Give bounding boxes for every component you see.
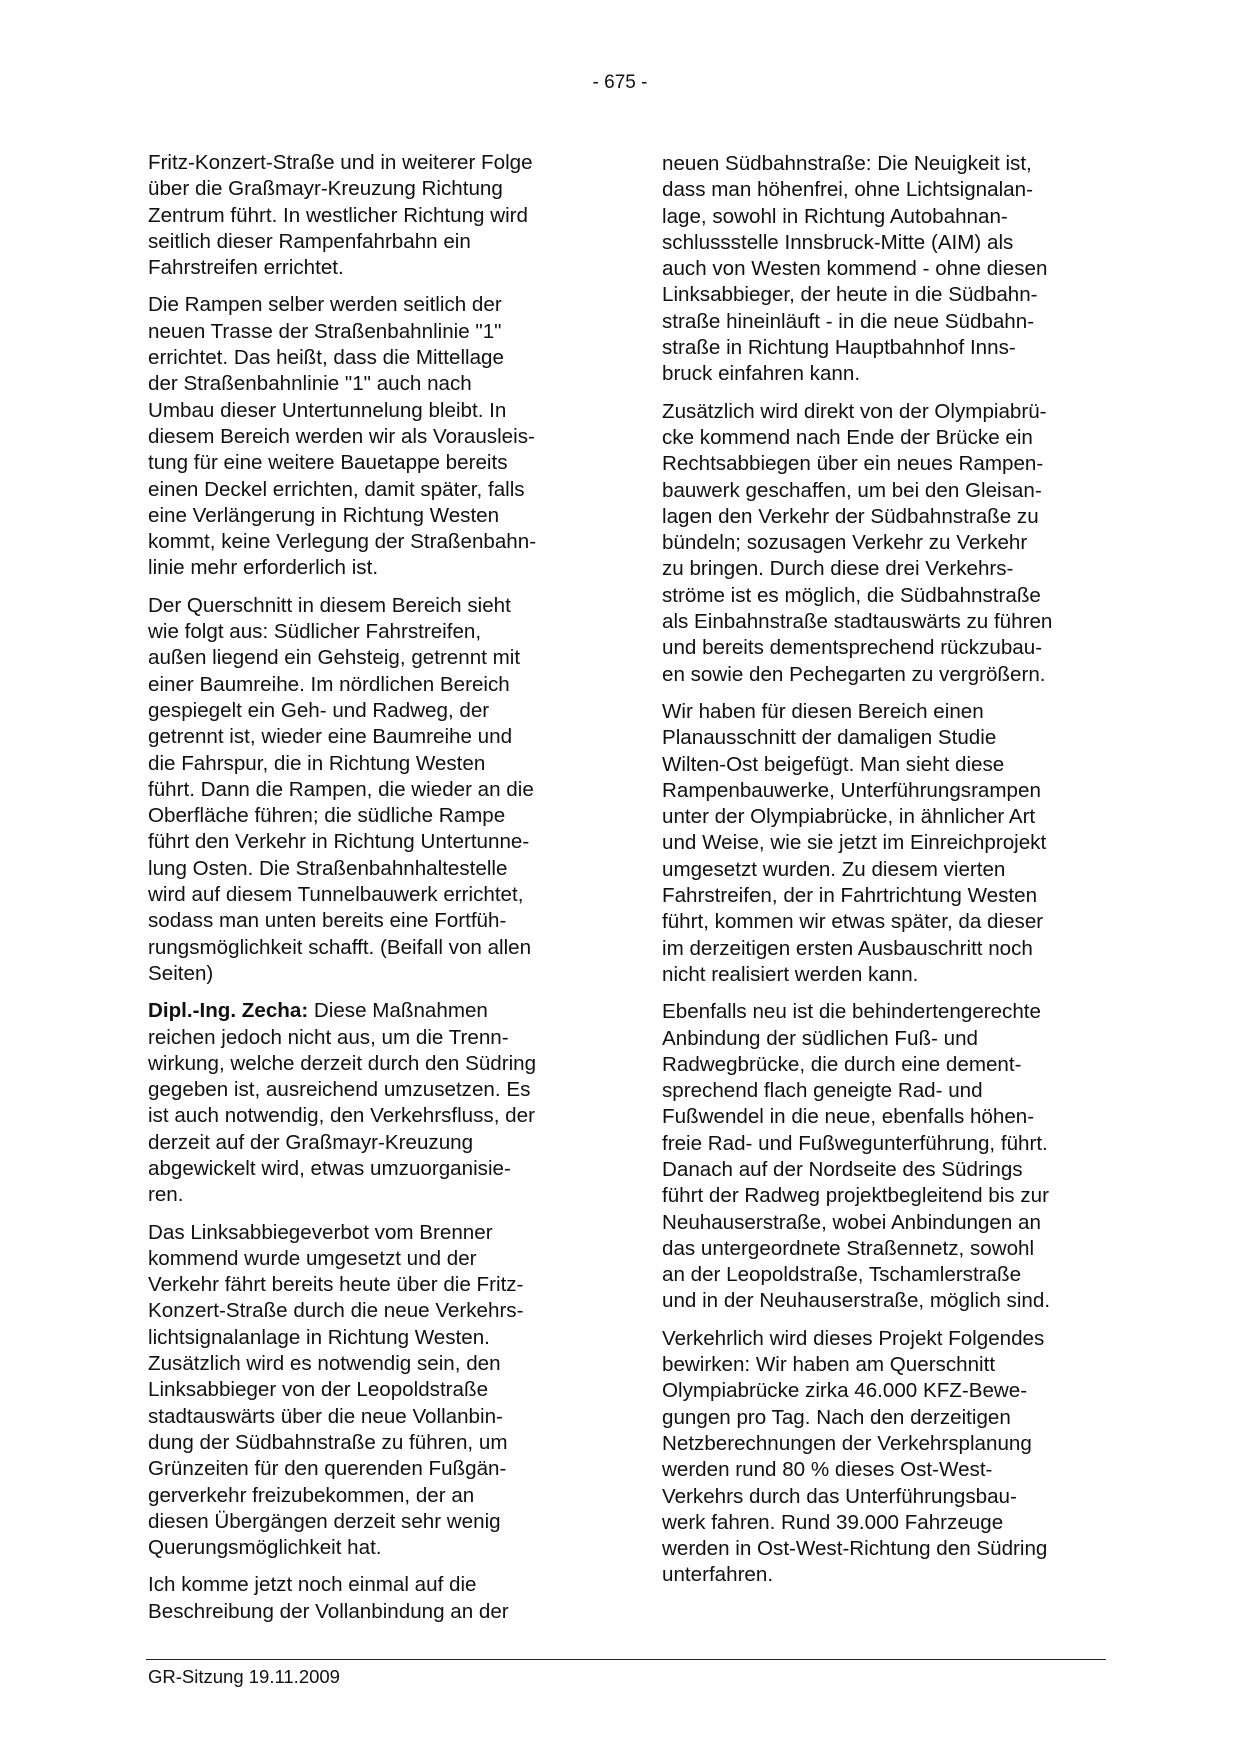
text-line: rungsmöglichkeit schafft. (Beifall von allen bbox=[148, 935, 532, 959]
text-line: Grünzeiten für den querenden Fußgän- bbox=[148, 1457, 507, 1481]
text-line: einer Baumreihe. Im nördlichen Bereich bbox=[148, 672, 510, 696]
text-line: wird auf diesem Tunnelbauwerk errichtet, bbox=[148, 883, 524, 907]
speaker-name: Dipl.-Ing. Zecha: bbox=[148, 999, 309, 1023]
footer-session-date: GR-Sitzung 19.11.2009 bbox=[148, 1666, 340, 1687]
text-line: Rampenbauwerke, Unterführungsrampen bbox=[662, 778, 1041, 802]
page-number: - 675 - bbox=[592, 72, 648, 93]
text-line: wirkung, welche derzeit durch den Südring bbox=[148, 1051, 537, 1075]
paragraph bbox=[148, 1220, 593, 1562]
text-line bbox=[148, 998, 593, 1024]
text-line: Olympiabrücke zirka 46.000 KFZ-Bewe- bbox=[662, 1379, 1028, 1403]
paragraph bbox=[148, 1572, 593, 1625]
text-line: außen liegend ein Gehsteig, getrennt mit bbox=[148, 646, 521, 670]
text-line: seitlich dieser Rampenfahrbahn ein bbox=[148, 229, 471, 253]
text-line: schlussstelle Innsbruck-Mitte (AIM) als bbox=[662, 230, 1014, 254]
text-line: sprechend flach geneigte Rad- und bbox=[662, 1079, 983, 1103]
text-line: Zusätzlich wird es notwendig sein, den bbox=[148, 1352, 501, 1376]
text-line: Seiten) bbox=[148, 961, 214, 985]
text-line: derzeit auf der Graßmayr-Kreuzung bbox=[148, 1130, 474, 1154]
text-line: errichtet. Das heißt, dass die Mittellage bbox=[148, 346, 504, 370]
text-line: Radwegbrücke, die durch eine dement- bbox=[662, 1052, 1022, 1076]
text-line: gegeben ist, ausreichend umzusetzen. Es bbox=[148, 1078, 531, 1102]
text-line: Konzert-Straße durch die neue Verkehrs- bbox=[148, 1299, 524, 1323]
text-line: abgewickelt wird, etwas umzuorganisie- bbox=[148, 1156, 511, 1180]
text-line: das untergeordnete Straßennetz, sowohl bbox=[662, 1236, 1035, 1260]
paragraph bbox=[662, 1326, 1107, 1589]
text-line: Neuhauserstraße, wobei Anbindungen an bbox=[662, 1210, 1041, 1234]
text-line: Linksabbieger, der heute in die Südbahn- bbox=[662, 283, 1038, 307]
text-line: cke kommend nach Ende der Brücke ein bbox=[662, 425, 1033, 449]
text-line: und in der Neuhauserstraße, möglich sind. bbox=[662, 1289, 1051, 1313]
text-line: Oberfläche führen; die südliche Rampe bbox=[148, 804, 506, 828]
text-line: kommt, keine Verlegung der Straßenbahn- bbox=[148, 530, 537, 554]
text-line: neuen Südbahnstraße: Die Neuigkeit ist, bbox=[662, 152, 1032, 175]
text-line: und bereits dementsprechend rückzubau- bbox=[662, 636, 1043, 660]
text-line: führt, kommen wir etwas später, da dieser bbox=[662, 910, 1044, 934]
text-line: Ebenfalls neu ist die behindertengerechte bbox=[662, 1000, 1041, 1024]
text-line: en sowie den Pechegarten zu vergrößern. bbox=[662, 662, 1046, 686]
text-line: werden rund 80 % dieses Ost-West- bbox=[662, 1458, 993, 1482]
text-line: kommend wurde umgesetzt und der bbox=[148, 1246, 477, 1270]
paragraph bbox=[148, 150, 593, 281]
text-line: als Einbahnstraße stadtauswärts zu führen bbox=[662, 610, 1053, 634]
speech-start: Diese Maßnahmen bbox=[308, 999, 488, 1023]
right-column bbox=[662, 151, 1107, 1600]
paragraph bbox=[662, 151, 1107, 388]
text-line: Umbau dieser Untertunnelung bleibt. In bbox=[148, 398, 507, 422]
text-line: gerverkehr freizubekommen, der an bbox=[148, 1483, 475, 1507]
text-line: diesen Übergängen derzeit sehr wenig bbox=[148, 1509, 501, 1533]
text-line: unter der Olympiabrücke, in ähnlicher Art bbox=[662, 805, 1036, 829]
text-line: Beschreibung der Vollanbindung an der bbox=[148, 1599, 509, 1623]
text-line: lage, sowohl in Richtung Autobahnan- bbox=[662, 204, 1008, 228]
text-line: Zusätzlich wird direkt von der Olympiabrü- bbox=[662, 399, 1047, 423]
text-line: freie Rad- und Fußwegunterführung, führt. bbox=[662, 1131, 1048, 1155]
text-line: linie mehr erforderlich ist. bbox=[148, 556, 379, 580]
text-line: Linksabbieger von der Leopoldstraße bbox=[148, 1378, 489, 1402]
text-line: über die Graßmayr-Kreuzung Richtung bbox=[148, 177, 503, 201]
paragraph bbox=[662, 399, 1107, 688]
text-line: lagen den Verkehr der Südbahnstraße zu bbox=[662, 504, 1039, 528]
paragraph bbox=[148, 292, 593, 581]
text-line: Fahrstreifen, der in Fahrtrichtung Westen bbox=[662, 884, 1038, 908]
footer-divider bbox=[146, 1659, 1106, 1660]
text-line: einen Deckel errichten, damit später, falls bbox=[148, 477, 525, 501]
text-line: umgesetzt wurden. Zu diesem vierten bbox=[662, 857, 1006, 881]
text-line: führt. Dann die Rampen, die wieder an die bbox=[148, 777, 534, 801]
text-line: dass man höhenfrei, ohne Lichtsignalan- bbox=[662, 178, 1033, 202]
text-line: dung der Südbahnstraße zu führen, um bbox=[148, 1430, 508, 1454]
text-line: gespiegelt ein Geh- und Radweg, der bbox=[148, 698, 490, 722]
text-line: Querungsmöglichkeit hat. bbox=[148, 1536, 382, 1560]
text-line: lichtsignalanlage in Richtung Westen. bbox=[148, 1325, 490, 1349]
text-line: werk fahren. Rund 39.000 Fahrzeuge bbox=[662, 1510, 1004, 1534]
text-line: ist auch notwendig, den Verkehrsfluss, der bbox=[148, 1104, 535, 1128]
text-line: Das Linksabbiegeverbot vom Brenner bbox=[148, 1220, 493, 1244]
paragraph bbox=[148, 593, 593, 987]
text-line: Der Querschnitt in diesem Bereich sieht bbox=[148, 593, 511, 617]
text-line: ren. bbox=[148, 1183, 184, 1207]
text-line: auch von Westen kommend - ohne diesen bbox=[662, 257, 1048, 281]
text-line: und Weise, wie sie jetzt im Einreichprojekt bbox=[662, 831, 1047, 855]
text-line: Zentrum führt. In westlicher Richtung wird bbox=[148, 203, 528, 227]
text-line: bauwerk geschaffen, um bei den Gleisan- bbox=[662, 478, 1042, 502]
paragraph bbox=[662, 699, 1107, 988]
text-line: der Straßenbahnlinie "1" auch nach bbox=[148, 372, 472, 396]
text-line: im derzeitigen ersten Ausbauschritt noch bbox=[662, 936, 1033, 960]
text-line: bewirken: Wir haben am Querschnitt bbox=[662, 1353, 996, 1377]
text-line: straße hineinläuft - in die neue Südbahn- bbox=[662, 309, 1035, 333]
text-line: bruck einfahren kann. bbox=[662, 362, 861, 386]
text-line: die Fahrspur, die in Richtung Westen bbox=[148, 751, 486, 775]
text-line: Netzberechnungen der Verkehrsplanung bbox=[662, 1431, 1032, 1455]
paragraph bbox=[662, 999, 1107, 1315]
text-line: ströme ist es möglich, die Südbahnstraße bbox=[662, 583, 1041, 607]
text-line: sodass man unten bereits eine Fortfüh- bbox=[148, 909, 507, 933]
text-line: Danach auf der Nordseite des Südrings bbox=[662, 1157, 1023, 1181]
text-line: Anbindung der südlichen Fuß- und bbox=[662, 1026, 978, 1050]
text-line: Rechtsabbiegen über ein neues Rampen- bbox=[662, 452, 1044, 476]
text-line: Wir haben für diesen Bereich einen bbox=[662, 699, 984, 723]
text-line: reichen jedoch nicht aus, um die Trenn- bbox=[148, 1025, 509, 1049]
text-line: Ich komme jetzt noch einmal auf die bbox=[148, 1573, 477, 1597]
text-line: Fußwendel in die neue, ebenfalls höhen- bbox=[662, 1105, 1035, 1129]
text-line: nicht realisiert werden kann. bbox=[662, 962, 919, 986]
text-line: stadtauswärts über die neue Vollanbin- bbox=[148, 1404, 503, 1428]
text-line: Wilten-Ost beigefügt. Man sieht diese bbox=[662, 752, 1005, 776]
text-line: eine Verlängerung in Richtung Westen bbox=[148, 503, 500, 527]
text-line: Verkehr fährt bereits heute über die Fritz- bbox=[148, 1273, 524, 1297]
text-line: Verkehrs durch das Unterführungsbau- bbox=[662, 1484, 1017, 1508]
text-line: Fahrstreifen errichtet. bbox=[148, 256, 344, 280]
paragraph bbox=[148, 998, 593, 1208]
text-line: getrennt ist, wieder eine Baumreihe und bbox=[148, 725, 513, 749]
text-line: gungen pro Tag. Nach den derzeitigen bbox=[662, 1405, 1011, 1429]
text-line: wie folgt aus: Südlicher Fahrstreifen, bbox=[148, 620, 482, 644]
text-line: bündeln; sozusagen Verkehr zu Verkehr bbox=[662, 531, 1028, 555]
left-column bbox=[148, 150, 593, 1636]
text-line: diesem Bereich werden wir als Vorausleis- bbox=[148, 424, 535, 448]
text-line: werden in Ost-West-Richtung den Südring bbox=[662, 1537, 1048, 1561]
text-line: Planausschnitt der damaligen Studie bbox=[662, 726, 997, 750]
text-line: unterfahren. bbox=[662, 1563, 774, 1587]
text-line: straße in Richtung Hauptbahnhof Inns- bbox=[662, 336, 1016, 360]
text-line: Fritz-Konzert-Straße und in weiterer Folge bbox=[148, 151, 533, 174]
text-line: zu bringen. Durch diese drei Verkehrs- bbox=[662, 557, 1014, 581]
text-line: führt den Verkehr in Richtung Untertunne- bbox=[148, 830, 530, 854]
text-line: führt der Radweg projektbegleitend bis zur bbox=[662, 1184, 1049, 1208]
text-line: Die Rampen selber werden seitlich der bbox=[148, 293, 502, 317]
text-line: neuen Trasse der Straßenbahnlinie "1" bbox=[148, 319, 502, 343]
text-line: lung Osten. Die Straßenbahnhaltestelle bbox=[148, 856, 508, 880]
text-line: an der Leopoldstraße, Tschamlerstraße bbox=[662, 1263, 1022, 1287]
text-line: Verkehrlich wird dieses Projekt Folgendes bbox=[662, 1326, 1045, 1350]
text-line: tung für eine weitere Bauetappe bereits bbox=[148, 451, 508, 475]
